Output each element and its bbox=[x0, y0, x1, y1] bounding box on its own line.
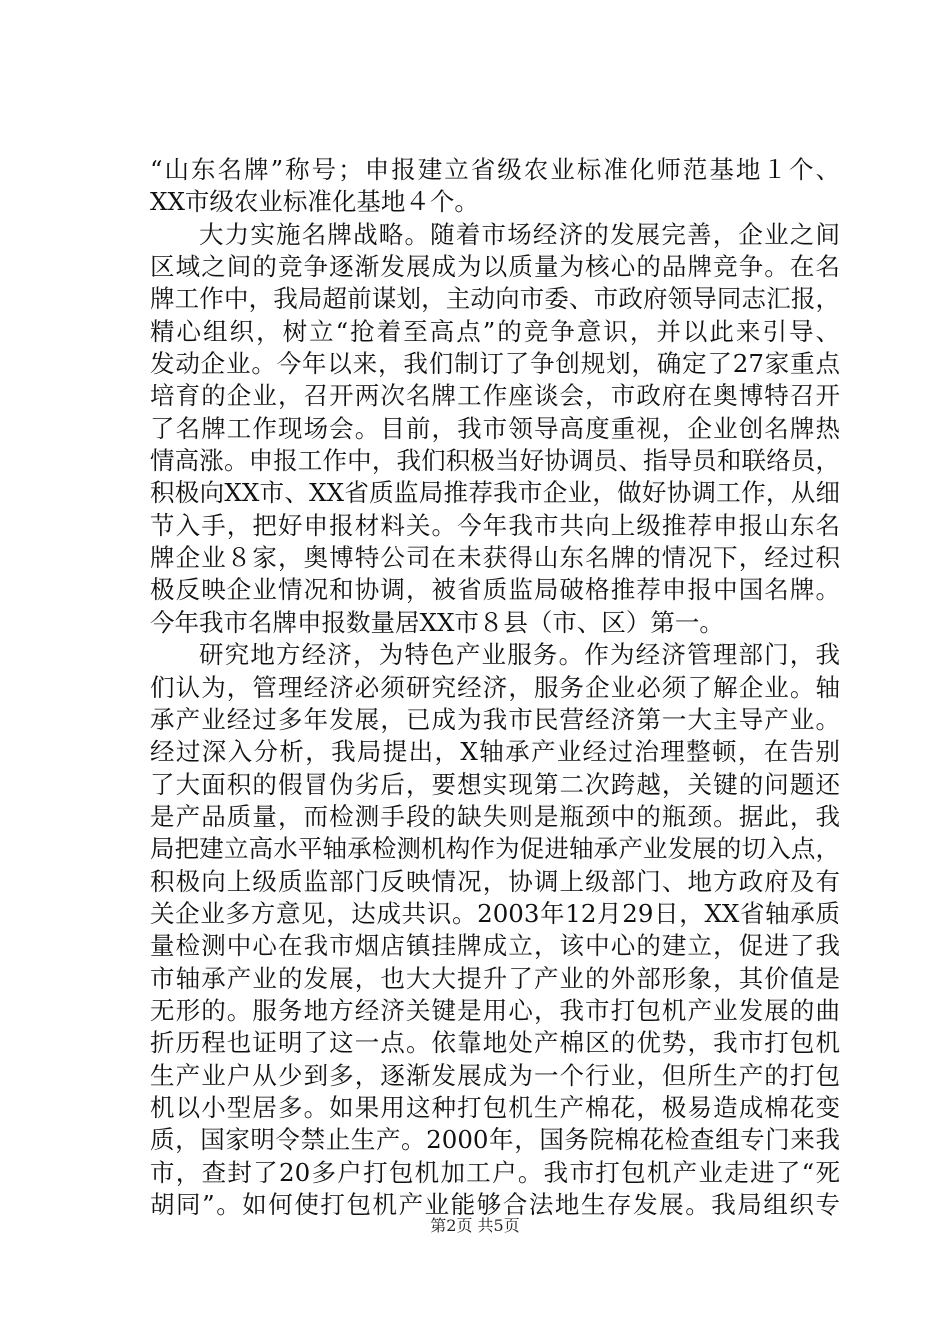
text-line: 折历程也证明了这一点。依靠地处产棉区的优势，我市打包机 bbox=[150, 1028, 840, 1058]
text-line: 今年我市名牌申报数量居XX市８县（市、区）第一。 bbox=[150, 607, 724, 637]
text-line: 区域之间的竞争逐渐发展成为以质量为核心的品牌竞争。在名 bbox=[150, 252, 840, 282]
text-line: 生产业户从少到多，逐渐发展成为一个行业，但所生产的打包 bbox=[150, 1060, 840, 1090]
text-line: 研究地方经济，为特色产业服务。作为经济管理部门，我 bbox=[199, 640, 840, 670]
text-line: 了大面积的假冒伪劣后，要想实现第二次跨越，关键的问题还 bbox=[150, 769, 840, 799]
text-line: 节入手，把好申报材料关。今年我市共向上级推荐申报山东名 bbox=[150, 510, 840, 540]
text-line: 量检测中心在我市烟店镇挂牌成立，该中心的建立，促进了我 bbox=[150, 931, 840, 961]
text-line: 市轴承产业的发展，也大大提升了产业的外部形象，其价值是 bbox=[150, 963, 840, 993]
text-line: 了名牌工作现场会。目前，我市领导高度重视，企业创名牌热 bbox=[150, 413, 840, 443]
text-line: 承产业经过多年发展，已成为我市民营经济第一大主导产业。 bbox=[150, 704, 840, 734]
document-body bbox=[150, 154, 840, 1221]
text-line: 胡同”。如何使打包机产业能够合法地生存发展。我局组织专 bbox=[150, 1190, 840, 1219]
text-line: 局把建立高水平轴承检测机构作为促进轴承产业发展的切入点， bbox=[150, 834, 840, 864]
text-line: 牌企业８家，奥博特公司在未获得山东名牌的情况下，经过积 bbox=[150, 543, 840, 573]
text-line: 市，查封了20多户打包机加工户。我市打包机产业走进了“死 bbox=[150, 1157, 840, 1187]
text-line: 无形的。服务地方经济关键是用心，我市打包机产业发展的曲 bbox=[150, 995, 840, 1025]
text-line: 经过深入分析，我局提出，X轴承产业经过治理整顿，在告别 bbox=[150, 737, 840, 767]
text-line: “山东名牌”称号；申报建立省级农业标准化师范基地１个、 bbox=[150, 155, 840, 184]
text-line: 极反映企业情况和协调，被省质监局破格推荐申报中国名牌。 bbox=[150, 575, 840, 605]
text-line: 质，国家明令禁止生产。2000年，国务院棉花检查组专门来我 bbox=[150, 1125, 840, 1155]
text-line: 积极向上级质监部门反映情况，协调上级部门、地方政府及有 bbox=[150, 866, 840, 896]
text-line: 精心组织，树立“抢着至高点”的竞争意识，并以此来引导、 bbox=[150, 316, 840, 346]
page-footer: 第2页 共5页 bbox=[430, 1216, 520, 1235]
text-line: 大力实施名牌战略。随着市场经济的发展完善，企业之间 bbox=[199, 219, 840, 249]
text-line: 机以小型居多。如果用这种打包机生产棉花，极易造成棉花变 bbox=[150, 1092, 840, 1122]
text-line: 们认为，管理经济必须研究经济，服务企业必须了解企业。轴 bbox=[150, 672, 840, 702]
text-line: 牌工作中，我局超前谋划，主动向市委、市政府领导同志汇报， bbox=[150, 284, 840, 314]
text-line: 是产品质量，而检测手段的缺失则是瓶颈中的瓶颈。据此，我 bbox=[150, 801, 840, 831]
text-line: 积极向XX市、XX省质监局推荐我市企业，做好协调工作，从细 bbox=[150, 478, 840, 508]
text-line: 发动企业。今年以来，我们制订了争创规划，确定了27家重点 bbox=[150, 349, 840, 379]
text-line: 情高涨。申报工作中，我们积极当好协调员、指导员和联络员， bbox=[150, 446, 840, 476]
text-line: 关企业多方意见，达成共识。2003年12月29日，XX省轴承质 bbox=[150, 898, 840, 928]
text-line: XX市级农业标准化基地４个。 bbox=[150, 187, 479, 217]
text-line: 培育的企业，召开两次名牌工作座谈会，市政府在奥博特召开 bbox=[150, 381, 840, 411]
